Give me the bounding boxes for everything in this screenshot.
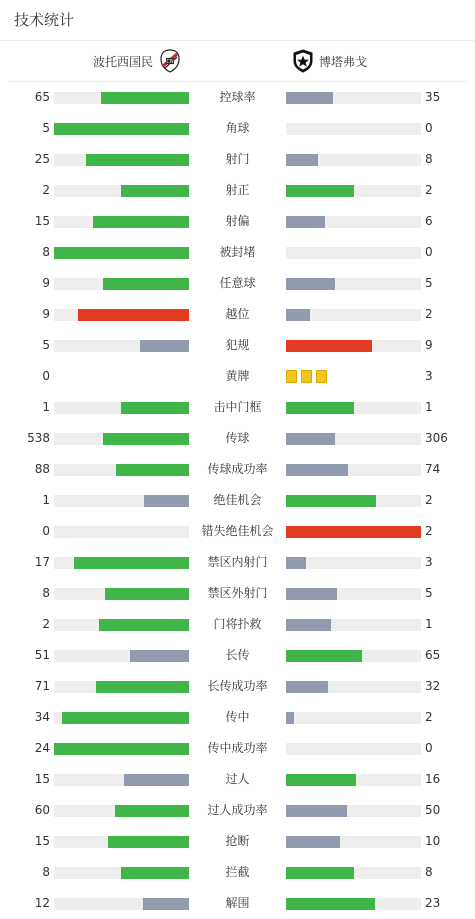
home-stat-bar <box>54 774 189 786</box>
away-stat-bar-fill <box>286 526 421 538</box>
home-stat-value: 15 <box>34 834 50 848</box>
home-stat-bar <box>54 216 189 228</box>
home-stat-bar-fill <box>99 619 189 631</box>
away-stat-bar <box>286 588 421 600</box>
away-stat-bar-fill <box>286 898 375 910</box>
home-stat-value: 60 <box>34 803 50 817</box>
away-stat-bar <box>286 154 421 166</box>
away-stat-value: 5 <box>425 276 433 290</box>
stat-label: 解围 <box>225 896 250 910</box>
home-stat-value: 0 <box>42 524 50 538</box>
away-stat-value: 50 <box>425 803 441 817</box>
away-stat-value: 0 <box>425 121 433 135</box>
home-stat-value: 25 <box>34 152 50 166</box>
home-stat-value: 12 <box>34 896 50 910</box>
stat-label: 禁区内射门 <box>207 555 268 569</box>
away-stat-value: 3 <box>425 369 433 383</box>
home-stat-value: 15 <box>34 772 50 786</box>
stat-row <box>0 826 475 857</box>
away-stat-value: 10 <box>425 834 441 848</box>
away-stat-value: 9 <box>425 338 433 352</box>
home-stat-bar-fill <box>54 123 189 135</box>
stat-row <box>0 547 475 578</box>
home-stat-bar-fill <box>144 495 189 507</box>
stat-row <box>0 733 475 764</box>
away-stat-bar-fill <box>286 185 354 197</box>
away-stat-bar-fill <box>286 681 328 693</box>
home-stat-bar-fill <box>124 774 189 786</box>
stat-row <box>0 113 475 144</box>
away-stat-bar <box>286 185 421 197</box>
away-stat-value: 23 <box>425 896 441 910</box>
home-stat-bar <box>54 619 189 631</box>
home-stat-bar <box>54 464 189 476</box>
home-stat-bar-fill <box>140 340 189 352</box>
home-stat-value: 9 <box>42 307 50 321</box>
home-stat-bar <box>54 154 189 166</box>
away-stat-bar-fill <box>286 278 335 290</box>
home-stat-bar <box>54 309 189 321</box>
away-stat-bar <box>286 712 421 724</box>
stat-label: 传中成功率 <box>207 741 268 755</box>
away-stat-value: 2 <box>425 183 433 197</box>
stat-label: 门将扑救 <box>213 617 262 631</box>
teams-header <box>8 41 467 82</box>
stat-row <box>0 206 475 237</box>
away-stat-value: 5 <box>425 586 433 600</box>
home-stat-bar <box>54 588 189 600</box>
home-stat-value: 71 <box>34 679 50 693</box>
away-team-logo-icon <box>292 49 314 73</box>
away-stat-bar <box>286 743 421 755</box>
away-stat-value: 32 <box>425 679 441 693</box>
home-stat-bar <box>54 123 189 135</box>
away-stat-bar <box>286 557 421 569</box>
away-stat-bar-fill <box>286 557 306 569</box>
stat-label: 过人成功率 <box>207 803 268 817</box>
home-stat-bar-fill <box>121 185 189 197</box>
away-stat-bar <box>286 526 421 538</box>
away-stat-bar-fill <box>286 433 335 445</box>
away-stat-bar-fill <box>286 588 337 600</box>
stat-label: 过人 <box>225 772 250 786</box>
home-stat-bar-fill <box>143 898 189 910</box>
home-team-name: 波托西国民 <box>92 54 153 69</box>
home-stat-bar-fill <box>96 681 189 693</box>
stat-row <box>0 392 475 423</box>
away-stat-value: 74 <box>425 462 441 476</box>
away-stat-value: 0 <box>425 741 433 755</box>
away-stat-bar <box>286 247 421 259</box>
home-stat-bar <box>54 712 189 724</box>
home-stat-bar-fill <box>130 650 189 662</box>
home-stat-bar <box>54 247 189 259</box>
home-stat-bar-fill <box>93 216 189 228</box>
away-stat-value: 65 <box>425 648 441 662</box>
svg-text:CN: CN <box>166 59 174 65</box>
away-stat-bar-fill <box>286 402 354 414</box>
home-stat-bar-fill <box>54 247 189 259</box>
home-stat-bar-fill <box>103 278 189 290</box>
home-stat-bar <box>54 805 189 817</box>
home-stat-value: 538 <box>27 431 50 445</box>
home-stat-value: 65 <box>34 90 50 104</box>
home-stat-value: 88 <box>34 462 50 476</box>
away-stat-bar-fill <box>286 309 310 321</box>
stat-label: 越位 <box>225 307 250 321</box>
stat-label: 射正 <box>225 183 250 197</box>
away-stat-value: 6 <box>425 214 433 228</box>
stat-row <box>0 609 475 640</box>
home-stat-bar <box>54 867 189 879</box>
away-stat-bar-fill <box>286 464 348 476</box>
home-stat-bar-fill <box>116 464 189 476</box>
home-stat-value: 5 <box>42 338 50 352</box>
stat-row <box>0 888 475 919</box>
away-yellow-cards <box>286 370 327 383</box>
home-stat-value: 17 <box>34 555 50 569</box>
stat-label: 击中门框 <box>213 400 262 414</box>
away-stat-bar <box>286 309 421 321</box>
away-stat-bar-fill <box>286 774 356 786</box>
home-stat-bar <box>54 185 189 197</box>
away-team <box>292 41 367 81</box>
home-stat-value: 8 <box>42 586 50 600</box>
stat-label: 传球成功率 <box>207 462 268 476</box>
home-stat-bar <box>54 278 189 290</box>
home-stat-bar-fill <box>62 712 189 724</box>
home-stat-bar-fill <box>54 743 189 755</box>
home-stat-bar <box>54 340 189 352</box>
page-title: 技术统计 <box>0 0 475 41</box>
home-stat-bar-fill <box>105 588 189 600</box>
stat-row <box>0 423 475 454</box>
away-stat-bar <box>286 464 421 476</box>
home-stat-bar-fill <box>74 557 189 569</box>
stat-label: 射门 <box>225 152 250 166</box>
stat-label: 传中 <box>225 710 250 724</box>
yellow-card-icon <box>301 370 312 383</box>
home-stat-value: 15 <box>34 214 50 228</box>
home-stat-value: 1 <box>42 493 50 507</box>
away-stat-bar <box>286 92 421 104</box>
away-stat-bar-fill <box>286 712 294 724</box>
away-stat-bar <box>286 402 421 414</box>
away-stat-value: 1 <box>425 400 433 414</box>
stat-label: 任意球 <box>219 276 256 290</box>
stat-row <box>0 144 475 175</box>
yellow-card-icon <box>316 370 327 383</box>
stat-row <box>0 175 475 206</box>
stats-list <box>0 82 475 919</box>
away-stat-value: 35 <box>425 90 441 104</box>
home-stat-bar-fill <box>78 309 189 321</box>
stat-row <box>0 857 475 888</box>
home-team <box>93 41 181 81</box>
stat-row <box>0 299 475 330</box>
stat-label: 禁区外射门 <box>207 586 268 600</box>
home-team-logo-icon <box>159 49 181 73</box>
away-stat-bar <box>286 433 421 445</box>
stat-label: 错失绝佳机会 <box>201 524 274 538</box>
away-stat-bar-fill <box>286 805 347 817</box>
away-team-name: 博塔弗戈 <box>319 54 368 69</box>
away-stat-bar <box>286 216 421 228</box>
away-stat-bar <box>286 495 421 507</box>
home-stat-bar <box>54 402 189 414</box>
stat-row <box>0 764 475 795</box>
stat-label: 长传成功率 <box>207 679 268 693</box>
away-stat-bar <box>286 836 421 848</box>
home-stat-value: 9 <box>42 276 50 290</box>
stat-row <box>0 361 475 392</box>
away-stat-bar-fill <box>286 619 331 631</box>
away-stat-bar-fill <box>286 216 325 228</box>
home-stat-bar <box>54 898 189 910</box>
away-stat-bar <box>286 619 421 631</box>
stat-row <box>0 454 475 485</box>
home-stat-bar <box>54 681 189 693</box>
stat-label: 拦截 <box>225 865 250 879</box>
home-stat-bar-fill <box>121 402 189 414</box>
away-stat-value: 2 <box>425 307 433 321</box>
home-stat-value: 2 <box>42 617 50 631</box>
stat-label: 传球 <box>225 431 250 445</box>
away-stat-value: 8 <box>425 152 433 166</box>
stat-label: 犯规 <box>225 338 250 352</box>
away-stat-bar-fill <box>286 92 333 104</box>
stat-label: 长传 <box>225 648 250 662</box>
away-stat-bar <box>286 774 421 786</box>
stat-label: 绝佳机会 <box>213 493 262 507</box>
home-stat-bar <box>54 557 189 569</box>
away-stat-bar <box>286 805 421 817</box>
home-stat-value: 24 <box>34 741 50 755</box>
stat-label: 被封堵 <box>219 245 256 259</box>
away-stat-bar <box>286 278 421 290</box>
away-stat-bar-fill <box>286 836 340 848</box>
stat-label: 黄牌 <box>225 369 250 383</box>
away-stat-value: 306 <box>425 431 448 445</box>
stat-row <box>0 671 475 702</box>
home-stat-bar <box>54 836 189 848</box>
away-stat-bar-fill <box>286 340 372 352</box>
home-stat-bar <box>54 495 189 507</box>
home-stat-bar-fill <box>115 805 189 817</box>
home-stat-bar <box>54 743 189 755</box>
stat-row <box>0 268 475 299</box>
away-stat-value: 2 <box>425 493 433 507</box>
home-stat-bar <box>54 433 189 445</box>
away-stat-bar <box>286 898 421 910</box>
away-stat-value: 0 <box>425 245 433 259</box>
away-stat-value: 16 <box>425 772 441 786</box>
stat-row <box>0 795 475 826</box>
away-stat-bar-fill <box>286 867 354 879</box>
stat-row <box>0 330 475 361</box>
stat-label: 控球率 <box>219 90 256 104</box>
home-stat-value: 5 <box>42 121 50 135</box>
home-stat-bar <box>54 526 189 538</box>
stat-row <box>0 237 475 268</box>
yellow-card-icon <box>286 370 297 383</box>
stat-row <box>0 516 475 547</box>
stat-row <box>0 485 475 516</box>
home-stat-bar-fill <box>86 154 189 166</box>
home-stat-value: 51 <box>34 648 50 662</box>
home-stat-bar-fill <box>103 433 189 445</box>
away-stat-bar <box>286 681 421 693</box>
away-stat-value: 1 <box>425 617 433 631</box>
home-stat-value: 0 <box>42 369 50 383</box>
home-stat-bar <box>54 650 189 662</box>
away-stat-bar <box>286 650 421 662</box>
away-stat-value: 2 <box>425 524 433 538</box>
home-stat-bar-fill <box>101 92 189 104</box>
home-stat-bar <box>54 92 189 104</box>
home-stat-value: 2 <box>42 183 50 197</box>
away-stat-bar-fill <box>286 495 376 507</box>
away-stat-bar-fill <box>286 154 318 166</box>
home-stat-value: 1 <box>42 400 50 414</box>
home-stat-bar-fill <box>108 836 189 848</box>
home-stat-value: 8 <box>42 865 50 879</box>
stat-label: 抢断 <box>225 834 250 848</box>
away-stat-bar <box>286 867 421 879</box>
away-stat-value: 2 <box>425 710 433 724</box>
away-stat-bar <box>286 123 421 135</box>
home-stat-bar-fill <box>121 867 189 879</box>
stat-row <box>0 640 475 671</box>
stat-label: 射偏 <box>225 214 250 228</box>
away-stat-value: 8 <box>425 865 433 879</box>
stat-label: 角球 <box>225 121 250 135</box>
away-stat-value: 3 <box>425 555 433 569</box>
home-stat-value: 8 <box>42 245 50 259</box>
stat-row <box>0 702 475 733</box>
away-stat-bar-fill <box>286 650 362 662</box>
stat-row <box>0 578 475 609</box>
home-stat-value: 34 <box>34 710 50 724</box>
away-stat-bar <box>286 340 421 352</box>
stat-row <box>0 82 475 113</box>
